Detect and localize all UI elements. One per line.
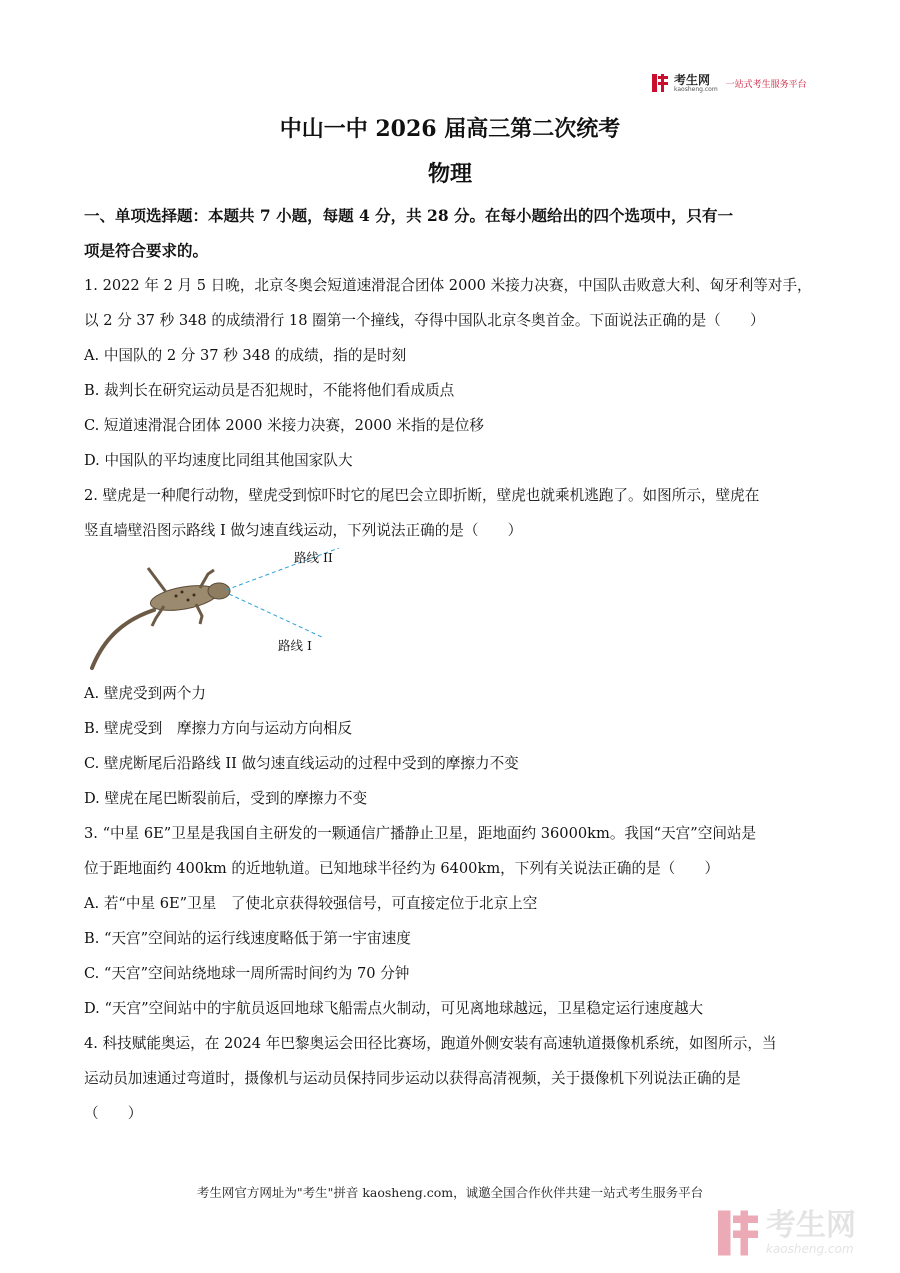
question-1-option-d: D. 中国队的平均速度比同组其他国家队大 (84, 452, 353, 469)
watermark (718, 1210, 856, 1256)
question-3-option-a: A. 若“中星 6E”卫星 了使北京获得较强信号，可直接定位于北京上空 (84, 895, 538, 912)
question-3-stem: 3. “中星 6E”卫星是我国自主研发的一颗通信广播静止卫星，距地面约 36000km。我国“天宫”空间站是 (84, 825, 757, 842)
route-2-label: 路线 II (294, 550, 333, 565)
exam-content (84, 198, 820, 1131)
logo-en: kaosheng.com (674, 85, 718, 93)
section-heading-cont: 项是符合要求的。 (84, 241, 209, 260)
question-1-option-b: B. 裁判长在研究运动员是否犯规时，不能将他们看成质点 (84, 382, 455, 399)
watermark-logo-icon (718, 1210, 758, 1256)
question-2-stem: 2. 壁虎是一种爬行动物，壁虎受到惊吓时它的尾巴会立即折断，壁虎也就乘机逃跑了。如图所示，壁虎在 (84, 487, 760, 504)
question-4-stem: （ ） (84, 1105, 143, 1122)
logo-cn: 考生网 (674, 72, 711, 87)
question-2-stem: 竖直墙壁沿图示路线 I 做匀速直线运动，下列说法正确的是（ ） (84, 522, 523, 539)
logo-text (674, 74, 718, 93)
watermark-en: kaosheng.com (766, 1242, 854, 1256)
question-3-option-c: C. “天宫”空间站绕地球一周所需时间约为 70 分钟 (84, 965, 410, 982)
header-logo (652, 72, 807, 94)
question-1-stem: 以 2 分 37 秒 348 的成绩滑行 18 圈第一个撞线，夺得中国队北京冬奥首金。下面说法正确的是（ ） (84, 312, 765, 329)
question-1-option-c: C. 短道速滑混合团体 2000 米接力决赛，2000 米指的是位移 (84, 417, 484, 434)
question-2-option-d: D. 壁虎在尾巴断裂前后，受到的摩擦力不变 (84, 790, 368, 807)
question-4-stem: 4. 科技赋能奥运，在 2024 年巴黎奥运会田径比赛场，跑道外侧安装有高速轨道摄像机系统，如图所示，当 (84, 1035, 777, 1052)
section-heading: 一、单项选择题：本题共 7 小题，每题 4 分，共 28 分。在每小题给出的四个选项中，只有一 (84, 206, 734, 225)
page-footer: 考生网官方网址为"考生"拼音 kaosheng.com，诚邀全国合作伙伴共建一站式考生服务平台 (196, 1185, 704, 1200)
question-2-option-b: B. 壁虎受到 摩擦力方向与运动方向相反 (84, 720, 353, 737)
watermark-cn: 考生网 (766, 1208, 856, 1243)
route-1-line (229, 594, 324, 638)
question-1-stem: 1. 2022 年 2 月 5 日晚，北京冬奥会短道速滑混合团体 2000 米接力决赛，中国队击败意大利、匈牙利等对手， (84, 277, 812, 294)
subject-title: 物理 (427, 161, 472, 187)
gecko-icon (92, 568, 230, 668)
gecko-figure (84, 548, 820, 676)
question-4-stem: 运动员加速通过弯道时，摄像机与运动员保持同步运动以获得高清视频，关于摄像机下列说法正确的是 (84, 1070, 741, 1087)
question-3-option-d: D. “天宫”空间站中的宇航员返回地球飞船需点火制动，可见离地球越远，卫星稳定运行速度越大 (84, 1000, 704, 1017)
exam-title: 中山一中 2026 届高三第二次统考 (279, 116, 621, 142)
logo-mark-icon (652, 74, 668, 92)
question-3-option-b: B. “天宫”空间站的运行线速度略低于第一宇宙速度 (84, 930, 411, 947)
question-2-option-a: A. 壁虎受到两个力 (84, 685, 206, 702)
logo-slogan: 一站式考生服务平台 (725, 79, 807, 90)
question-3-stem: 位于距地面约 400km 的近地轨道。已知地球半径约为 6400km，下列有关说法正确的是（ ） (84, 860, 720, 877)
question-2-option-c: C. 壁虎断尾后沿路线 II 做匀速直线运动的过程中受到的摩擦力不变 (84, 755, 519, 772)
question-1-option-a: A. 中国队的 2 分 37 秒 348 的成绩，指的是时刻 (84, 347, 407, 364)
gecko-diagram (84, 548, 384, 676)
route-1-label: 路线 I (278, 638, 312, 653)
